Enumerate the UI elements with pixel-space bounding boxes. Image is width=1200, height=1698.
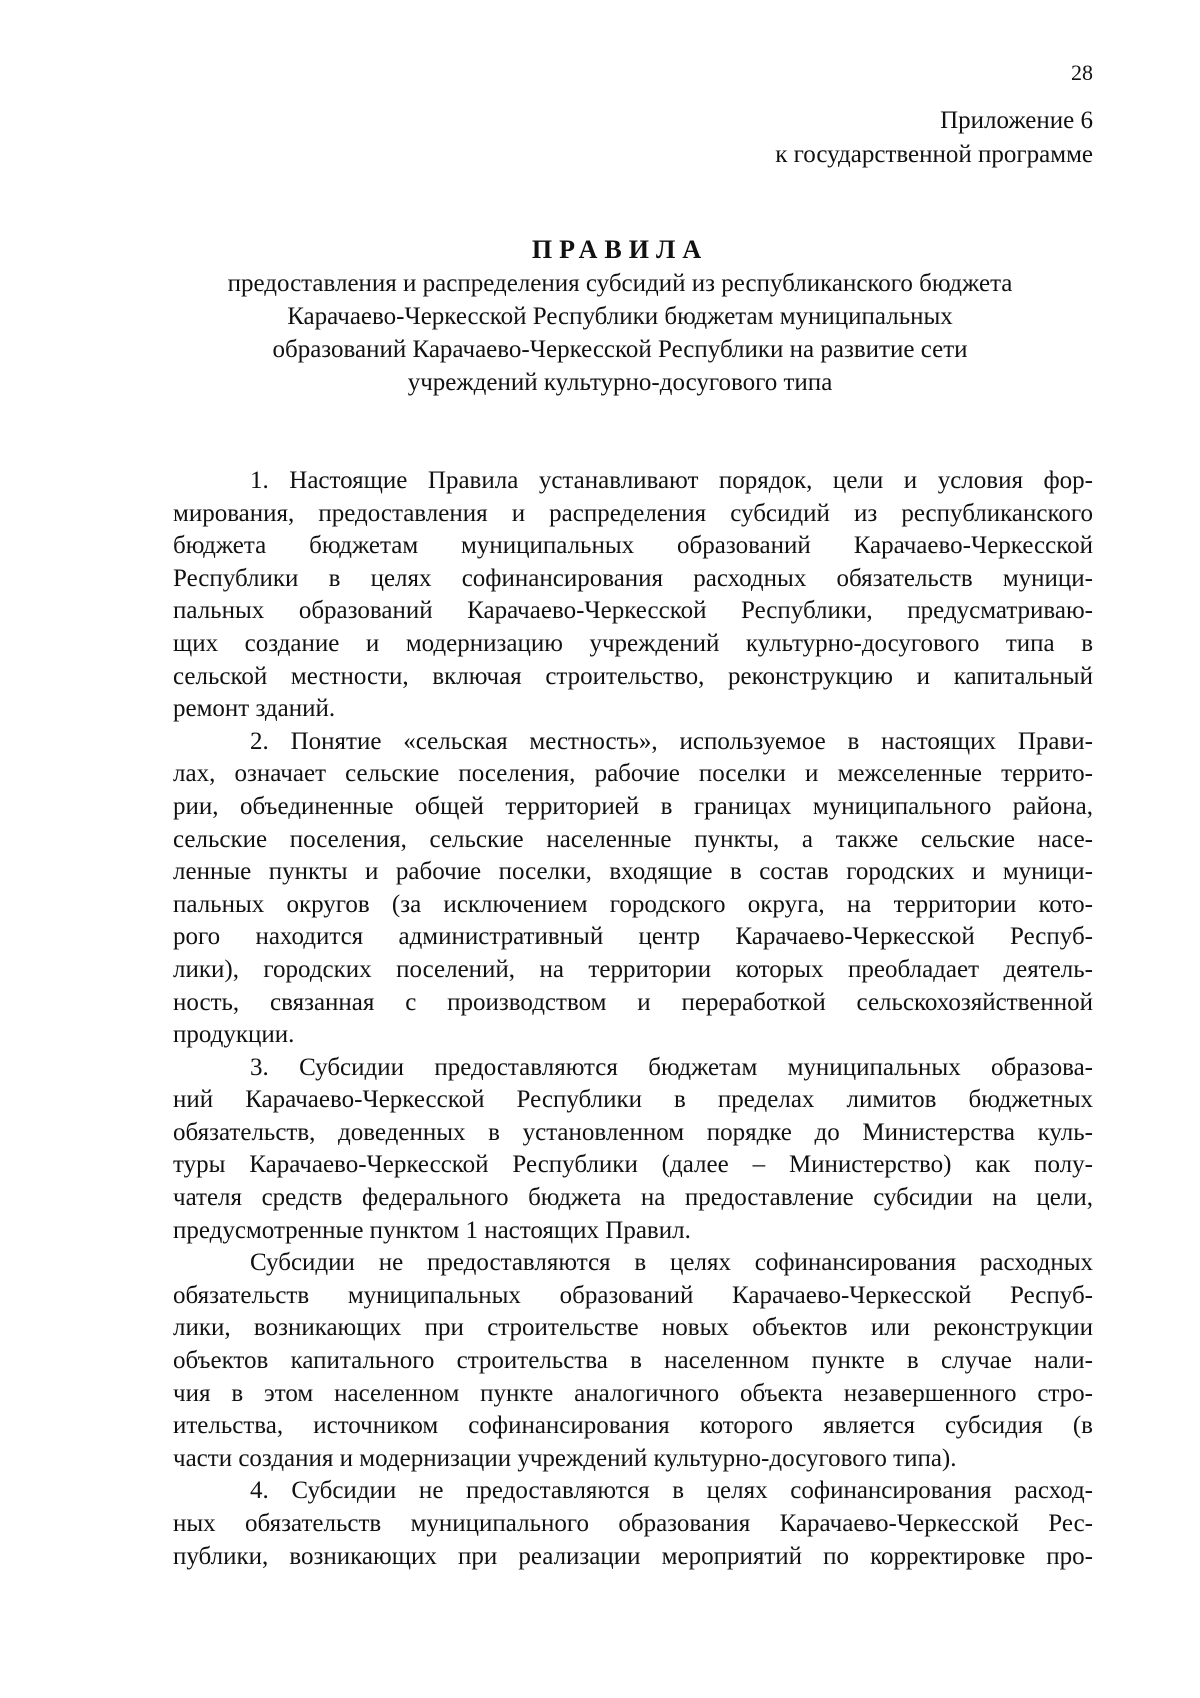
appendix-line-2: к государственной программе	[775, 141, 1093, 168]
paragraph-line: ремонт зданий.	[173, 695, 336, 723]
paragraph-line: лах, означает сельские поселения, рабочие поселки и межселенные террито-	[173, 760, 1093, 788]
paragraph-line: 2. Понятие «сельская местность», используемое в настоящих Прави-	[250, 727, 1093, 755]
paragraph-line: ний Карачаево-Черкесской Республики в пределах лимитов бюджетных	[173, 1086, 1093, 1114]
paragraph	[173, 1247, 1093, 1475]
document-subtitle	[150, 267, 1090, 399]
document-title: ПРАВИЛА	[531, 235, 709, 264]
paragraph-line: ленные пункты и рабочие поселки, входящие в состав городских и муници-	[173, 858, 1093, 886]
paragraph-line: лики), городских поселений, на территории которых преобладает деятель-	[173, 955, 1093, 983]
paragraph	[173, 465, 1093, 726]
paragraph	[173, 1052, 1093, 1248]
paragraph-line: чия в этом населенном пункте аналогичного объекта незавершенного стро-	[173, 1379, 1093, 1407]
paragraph-line: 1. Настоящие Правила устанавливают порядок, цели и условия фор-	[250, 467, 1093, 494]
paragraph	[173, 726, 1093, 1052]
paragraph-line: рого находится административный центр Карачаево-Черкесской Респуб-	[173, 923, 1093, 951]
paragraph	[173, 1475, 1093, 1573]
paragraph-line: Республики в целях софинансирования расходных обязательств муници-	[173, 564, 1093, 592]
paragraph-line: публики, возникающих при реализации мероприятий по корректировке про-	[173, 1542, 1093, 1570]
subtitle-line: образований Карачаево-Черкесской Республики на развитие сети	[272, 336, 968, 363]
subtitle-line: учреждений культурно-досугового типа	[407, 369, 833, 396]
appendix-line-1: Приложение 6	[940, 107, 1093, 134]
paragraph-line: щих создание и модернизацию учреждений культурно-досугового типа в	[173, 629, 1093, 657]
paragraph-line: объектов капитального строительства в населенном пункте в случае нали-	[173, 1347, 1093, 1375]
page-number: 28	[1071, 60, 1093, 85]
paragraph-line: туры Карачаево-Черкесской Республики (далее – Министерство) как полу-	[173, 1151, 1093, 1179]
paragraph-line: ных обязательств муниципального образования Карачаево-Черкесской Рес-	[173, 1510, 1093, 1537]
paragraph-line: 4. Субсидии не предоставляются в целях софинансирования расход-	[250, 1477, 1093, 1505]
paragraph-line: бюджета бюджетам муниципальных образований Карачаево-Черкесской	[173, 532, 1093, 560]
paragraph-line: сельские поселения, сельские населенные пункты, а также сельские насе-	[173, 825, 1093, 853]
paragraph-line: продукции.	[173, 1021, 295, 1049]
paragraph-line: 3. Субсидии предоставляются бюджетам муниципальных образова-	[250, 1053, 1093, 1081]
paragraph-line: рии, объединенные общей территорией в границах муниципального района,	[173, 792, 1093, 820]
paragraph-line: предусмотренные пунктом 1 настоящих Правил.	[173, 1216, 691, 1244]
paragraph-line: обязательств, доведенных в установленном порядке до Министерства куль-	[173, 1118, 1093, 1146]
title-block	[150, 233, 1090, 399]
paragraph-line: мирования, предоставления и распределения субсидий из республиканского	[173, 499, 1093, 527]
paragraph-line: сельской местности, включая строительство, реконструкцию и капитальный	[173, 662, 1093, 690]
paragraph-line: чателя средств федерального бюджета на предоставление субсидии на цели,	[173, 1184, 1093, 1212]
subtitle-line: Карачаево-Черкесской Республики бюджетам муниципальных	[287, 303, 953, 330]
paragraph-line: Субсидии не предоставляются в целях софинансирования расходных	[250, 1249, 1093, 1277]
paragraph-line: ность, связанная с производством и переработкой сельскохозяйственной	[173, 988, 1093, 1016]
appendix-header	[775, 104, 1093, 172]
paragraph-line: лики, возникающих при строительстве новых объектов или реконструкции	[173, 1314, 1093, 1342]
paragraph-line: пальных образований Карачаево-Черкесской Республики, предусматриваю-	[173, 597, 1093, 625]
paragraph-line: ительства, источником софинансирования которого является субсидия (в	[173, 1412, 1093, 1440]
paragraph-line: части создания и модернизации учреждений культурно-досугового типа).	[173, 1444, 957, 1472]
paragraph-line: пальных округов (за исключением городского округа, на территории кото-	[173, 890, 1093, 918]
body-text	[173, 465, 1093, 1573]
paragraph-line: обязательств муниципальных образований Карачаево-Черкесской Респуб-	[173, 1281, 1093, 1309]
subtitle-line: предоставления и распределения субсидий из республиканского бюджета	[227, 270, 1013, 297]
